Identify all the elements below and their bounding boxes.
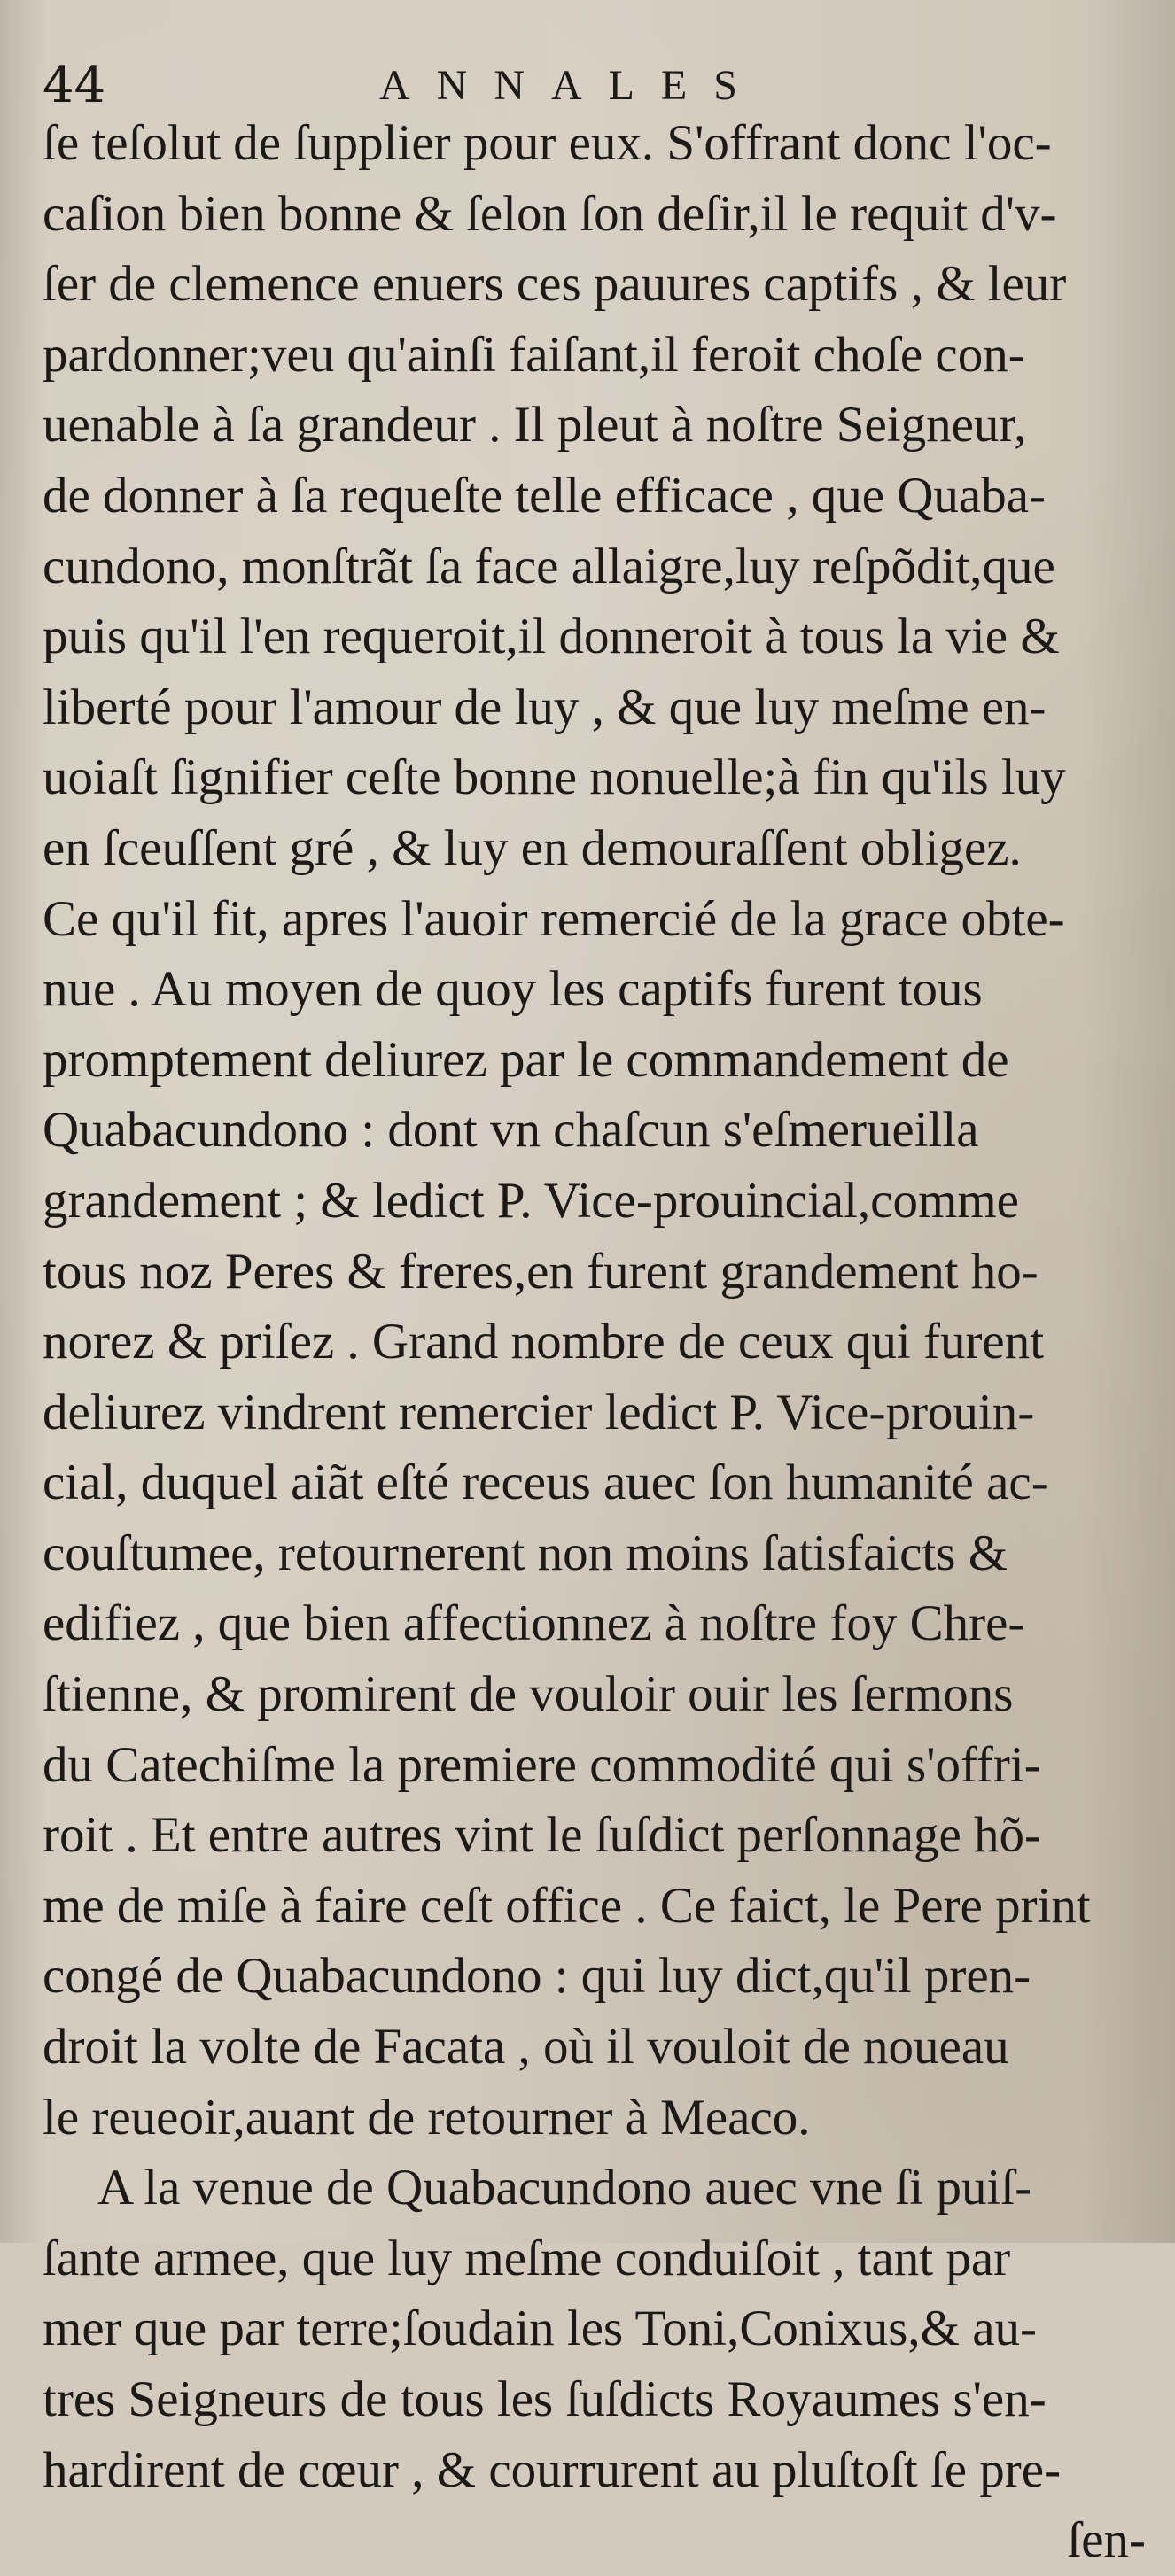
text-line: ſante armee, que luy meſme conduiſoit , tant par [43,2230,1011,2286]
text-line: en ſceuſſent gré , & luy en demouraſſent obligez. [43,819,1022,876]
text-line: mer que par terre;ſoudain les Toni,Conixus,& au- [43,2301,1038,2357]
paragraph-start-line: A la venue de Quabacundono auec vne ſi puiſ- [97,2160,1032,2216]
text-line: uoiaſt ſignifier ceſte bonne nonuelle;à fin qu'ils luy [43,749,1066,806]
text-line: uenable à ſa grandeur . Il pleut à noſtre Seigneur, [43,397,1027,454]
text-line: le reueoir,auant de retourner à Meaco. [43,2089,811,2145]
text-line: ſtienne, & promirent de vouloir ouir les ſermons [43,1666,1014,1723]
text-line: du Catechiſme la premiere commodité qui s'offri- [43,1736,1041,1793]
text-line: deliurez vindrent remercier ledict P. Vice-prouin- [43,1384,1035,1440]
text-line: de donner à ſa requeſte telle efficace , que Quaba- [43,467,1046,524]
text-line: ſe teſolut de ſupplier pour eux. S'offrant donc l'oc- [43,115,1052,171]
text-line: norez & priſez . Grand nombre de ceux qui furent [43,1314,1045,1370]
text-line: tres Seigneurs de tous les ſuſdicts Royaumes s'en- [43,2371,1047,2427]
text-line: nue . Au moyen de quoy les captifs furent tous [43,961,983,1018]
text-line: Quabacundono : dont vn chaſcun s'eſmerueilla [43,1102,979,1159]
text-line: roit . Et entre autres vint le ſuſdict perſonnage hõ- [43,1807,1041,1864]
text-line: droit la volte de Facata , où il vouloit de noueau [43,2019,1009,2076]
text-line: couſtumee, retournerent non moins ſatisfaicts & [43,1525,1008,1581]
text-line: cundono, monſtrãt ſa face allaigre,luy reſpõdit,que [43,538,1055,594]
body-text [43,108,1146,2576]
text-line: cial, duquel aiãt eſté receus auec ſon humanité ac- [43,1455,1048,1511]
text-line: ſer de clemence enuers ces pauures captifs , & leur [43,256,1067,313]
text-line: tous noz Peres & freres,en furent grandement ho- [43,1243,1039,1300]
text-line: grandement ; & ledict P. Vice-prouincial,comme [43,1172,1019,1229]
text-line: caſion bien bonne & ſelon ſon deſir,il le requit d'v- [43,185,1057,242]
text-line: pardonner;veu qu'ainſi faiſant,il feroit choſe con- [43,326,1025,383]
text-line: Ce qu'il fit, apres l'auoir remercié de la grace obte- [43,890,1065,947]
running-head: ANNALES [379,62,764,109]
text-line: me de miſe à faire ceſt office . Ce faict, le Pere print [43,1877,1091,1934]
text-line: hardirent de cœur , & courrurent au pluſtoſt ſe pre- [43,2441,1062,2498]
text-line: congé de Quabacundono : qui luy dict,qu'il pren- [43,1948,1031,2005]
text-line: edifiez , que bien affectionnez à noſtre foy Chre- [43,1595,1025,1652]
text-line: promptement deliurez par le commandement de [43,1031,1009,1088]
text-line: puis qu'il l'en requeroit,il donneroit à tous la vie & [43,609,1060,665]
page-number: 44 [43,57,106,114]
catchword: ſen- [1067,2512,1146,2569]
text-line: liberté pour l'amour de luy , & que luy meſme en- [43,679,1047,735]
